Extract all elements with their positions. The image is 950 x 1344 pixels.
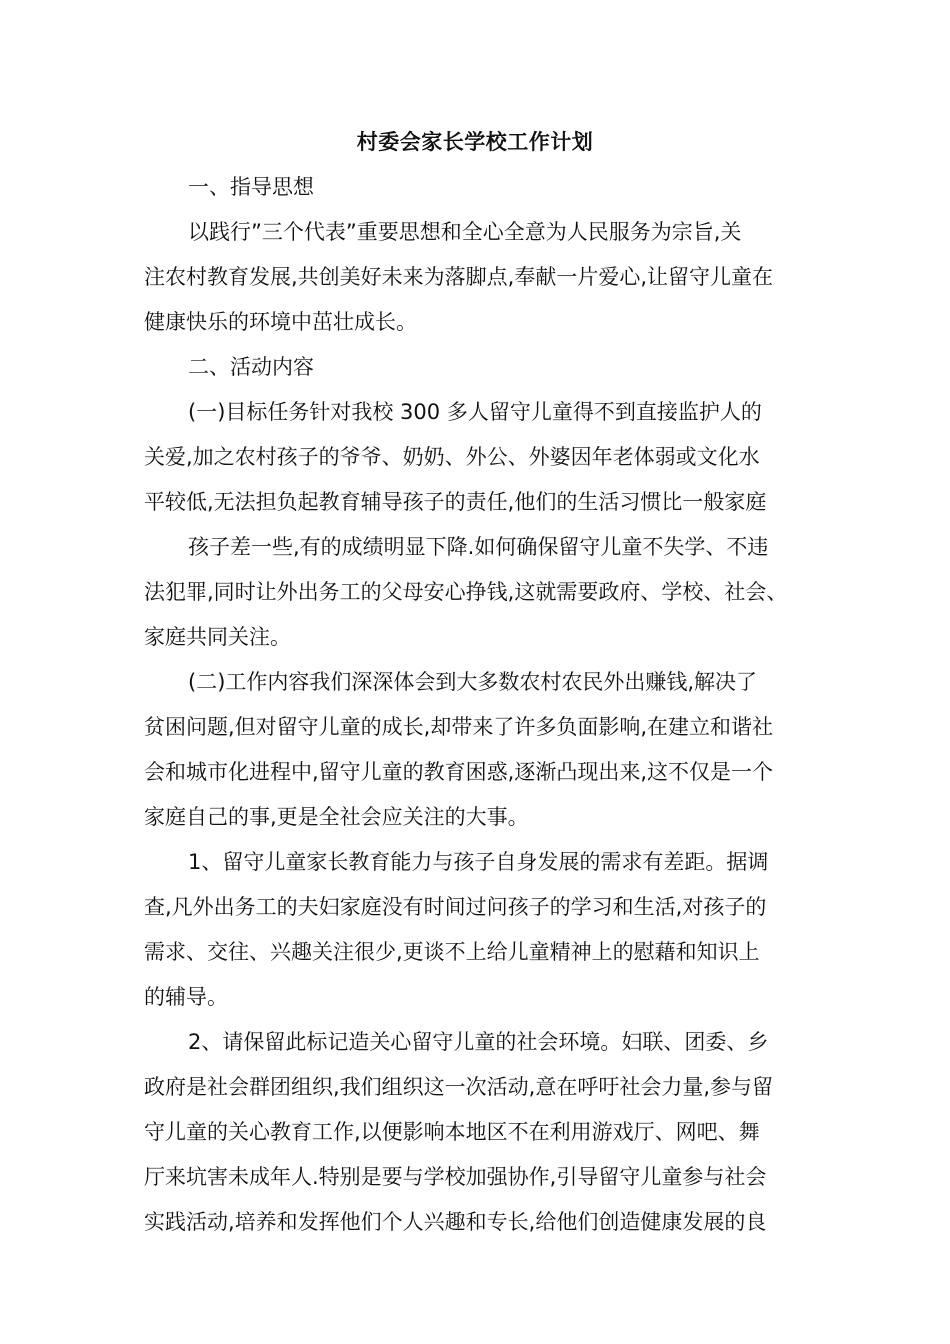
paragraph-line: 的辅导。 <box>144 985 228 1009</box>
paragraph-line: 家庭共同关注。 <box>144 625 291 649</box>
paragraph-line: 孩子差一些,有的成绩明显下降.如何确保留守儿童不失学、不违 <box>188 535 769 559</box>
paragraph-line: 需求、交往、兴趣关注很少,更谈不上给儿童精神上的慰藉和知识上 <box>144 940 760 964</box>
paragraph-line: 注农村教育发展,共创美好未来为落脚点,奉献一片爱心,让留守儿童在 <box>144 265 774 289</box>
paragraph-line: 2、请保留此标记造关心留守儿童的社会环境。妇联、团委、乡 <box>188 1030 769 1054</box>
paragraph-line: 实践活动,培养和发挥他们个人兴趣和专长,给他们创造健康发展的良 <box>144 1210 767 1234</box>
paragraph-line: 查,凡外出务工的夫妇家庭没有时间过问孩子的学习和生活,对孩子的 <box>144 895 767 919</box>
paragraph-line: 家庭自己的事,更是全社会应关注的大事。 <box>144 805 529 829</box>
paragraph-line: (二)工作内容我们深深体会到大多数农村农民外出赚钱,解决了 <box>188 670 758 694</box>
paragraph-line: 法犯罪,同时让外出务工的父母安心挣钱,这就需要政府、学校、社会、 <box>144 580 788 604</box>
paragraph-line: 厅来坑害未成年人.特别是要与学校加强协作,引导留守儿童参与社会 <box>144 1165 767 1189</box>
paragraph-line: 以践行”三个代表”重要思想和全心全意为人民服务为宗旨,关 <box>188 220 742 244</box>
paragraph-line: 贫困问题,但对留守儿童的成长,却带来了许多负面影响,在建立和谐社 <box>144 715 774 739</box>
paragraph-line: 守儿童的关心教育工作,以便影响本地区不在利用游戏厅、网吧、舞 <box>144 1120 760 1144</box>
paragraph-line: 关爱,加之农村孩子的爷爷、奶奶、外公、外婆因年老体弱或文化水 <box>144 445 760 469</box>
paragraph-line: 平较低,无法担负起教育辅导孩子的责任,他们的生活习惯比一般家庭 <box>144 490 767 514</box>
heading-activity-content: 二、活动内容 <box>188 355 314 379</box>
paragraph-line: 政府是社会群团组织,我们组织这一次活动,意在呼吁社会力量,参与留 <box>144 1075 774 1099</box>
paragraph-line: 健康快乐的环境中茁壮成长。 <box>144 310 417 334</box>
paragraph-line: 1、留守儿童家长教育能力与孩子自身发展的需求有差距。据调 <box>188 850 769 874</box>
heading-guiding-thought: 一、指导思想 <box>188 175 314 199</box>
paragraph-line: 会和城市化进程中,留守儿童的教育困惑,逐渐凸现出来,这不仅是一个 <box>144 760 774 784</box>
document-title: 村委会家长学校工作计划 <box>356 130 594 154</box>
paragraph-line: (一)目标任务针对我校 300 多人留守儿童得不到直接监护人的 <box>188 400 762 424</box>
